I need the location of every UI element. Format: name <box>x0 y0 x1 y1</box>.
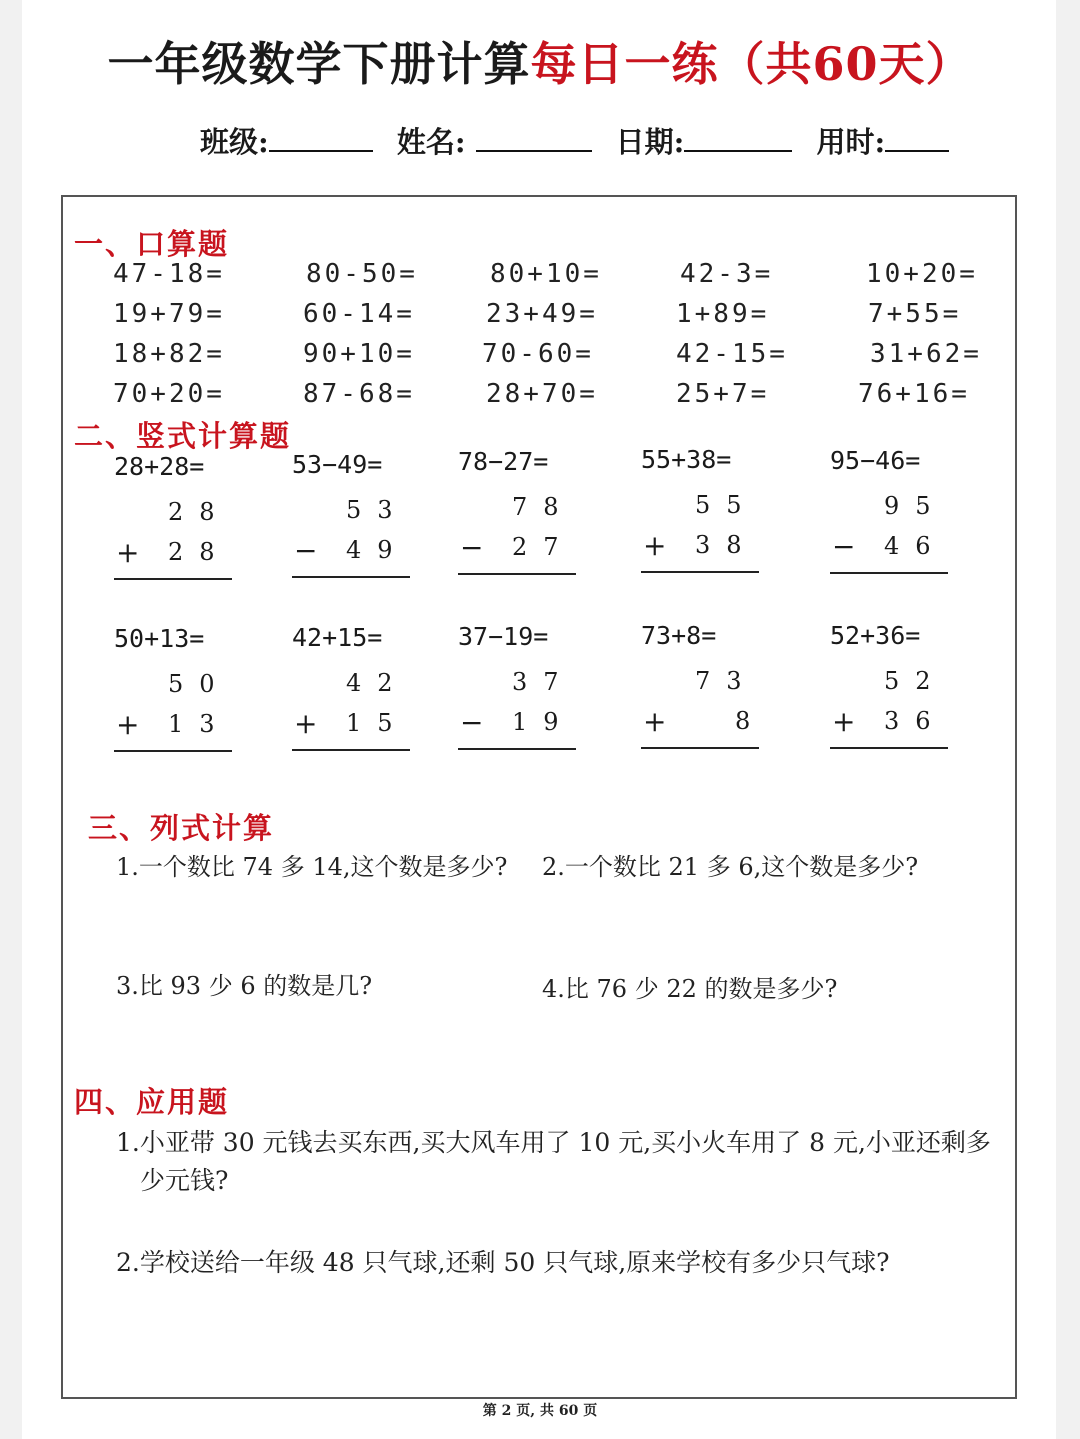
application-question: 1.小亚带 30 元钱去买东西,买大风车用了 10 元,买小火车用了 8 元,小亚还剩多少元钱? <box>116 1128 991 1195</box>
answer-line <box>114 750 232 752</box>
vertical-bottom-operand: 13 <box>168 710 231 738</box>
vertical-bottom-operand: 27 <box>512 533 575 561</box>
vertical-problem <box>458 447 580 597</box>
time-blank[interactable] <box>885 128 949 152</box>
vertical-bottom-operand: 46 <box>884 532 947 560</box>
section-heading-application: 四、应用题 <box>74 1085 230 1119</box>
vertical-equation: 52+36= <box>830 621 921 650</box>
vertical-top-operand: 73 <box>695 667 758 695</box>
name-label: 姓名: <box>396 125 466 159</box>
vertical-problem <box>292 450 414 600</box>
page-footer: 第 2 页, 共 60 页 <box>482 1403 598 1419</box>
oral-problem: 18+82= <box>113 339 225 369</box>
oral-problem: 7+55= <box>868 299 962 329</box>
vertical-top-operand: 95 <box>884 492 947 520</box>
vertical-equation: 50+13= <box>114 624 205 653</box>
application-question: 2.学校送给一年级 48 只气球,还剩 50 只气球,原来学校有多少只气球? <box>116 1248 890 1277</box>
vertical-problem <box>114 452 236 602</box>
vertical-operator: + <box>116 536 140 569</box>
oral-problem: 70+20= <box>113 379 225 409</box>
content-frame <box>61 195 1017 1399</box>
vertical-equation: 78−27= <box>458 447 549 476</box>
oral-problem: 42-3= <box>680 259 774 289</box>
vertical-operator: + <box>832 705 856 738</box>
vertical-top-operand: 37 <box>512 668 575 696</box>
vertical-equation: 42+15= <box>292 623 383 652</box>
oral-problem: 23+49= <box>486 299 598 329</box>
vertical-top-operand: 78 <box>512 493 575 521</box>
answer-line <box>458 573 576 575</box>
oral-problem: 42-15= <box>676 339 788 369</box>
oral-problem: 76+16= <box>858 379 970 409</box>
oral-problem: 80+10= <box>490 259 602 289</box>
answer-line <box>292 749 410 751</box>
expression-question: 1.一个数比 74 多 14,这个数是多少? <box>116 853 508 881</box>
time-field[interactable] <box>816 120 949 161</box>
vertical-equation: 95−46= <box>830 446 921 475</box>
vertical-top-operand: 50 <box>168 670 231 698</box>
oral-problem: 10+20= <box>866 259 978 289</box>
answer-line <box>830 747 948 749</box>
vertical-operator: − <box>460 706 484 739</box>
answer-line <box>641 571 759 573</box>
vertical-equation: 53−49= <box>292 450 383 479</box>
expression-question: 4.比 76 少 22 的数是多少? <box>542 975 838 1003</box>
vertical-top-operand: 28 <box>168 498 231 526</box>
class-label: 班级: <box>200 125 269 159</box>
answer-line <box>830 572 948 574</box>
oral-problem: 60-14= <box>303 299 415 329</box>
oral-problem: 90+10= <box>303 339 415 369</box>
vertical-bottom-operand: 49 <box>346 536 409 564</box>
answer-line <box>641 747 759 749</box>
expression-question: 3.比 93 少 6 的数是几? <box>116 972 373 1000</box>
vertical-bottom-operand: 8 <box>735 707 767 735</box>
name-field[interactable] <box>397 120 592 161</box>
vertical-operator: − <box>294 534 318 567</box>
title-main: 一年级数学下册计算 <box>107 37 531 91</box>
vertical-top-operand: 53 <box>346 496 409 524</box>
oral-problem: 80-50= <box>306 259 418 289</box>
vertical-bottom-operand: 28 <box>168 538 231 566</box>
vertical-operator: − <box>832 530 856 563</box>
answer-line <box>114 578 232 580</box>
date-field[interactable] <box>616 120 793 161</box>
vertical-operator: + <box>294 707 318 740</box>
vertical-top-operand: 55 <box>695 491 758 519</box>
vertical-problem <box>641 621 767 771</box>
student-info-row <box>200 120 980 161</box>
vertical-bottom-operand: 19 <box>512 708 575 736</box>
section-heading-expression: 三、列式计算 <box>88 811 275 845</box>
section-heading-vertical: 二、竖式计算题 <box>74 419 292 453</box>
vertical-bottom-operand: 15 <box>346 709 409 737</box>
vertical-operator: − <box>460 531 484 564</box>
vertical-problem <box>830 621 952 771</box>
vertical-bottom-operand: 36 <box>884 707 947 735</box>
answer-line <box>292 576 410 578</box>
date-label: 日期: <box>615 125 685 159</box>
time-label: 用时: <box>816 125 886 159</box>
oral-problem: 25+7= <box>676 379 770 409</box>
class-blank[interactable] <box>269 128 373 152</box>
vertical-operator: + <box>116 708 140 741</box>
date-blank[interactable] <box>684 128 792 152</box>
oral-problem: 28+70= <box>486 379 598 409</box>
vertical-problem <box>292 623 414 773</box>
oral-problem: 31+62= <box>870 339 982 369</box>
class-field[interactable] <box>200 120 373 161</box>
vertical-problem <box>458 622 580 772</box>
oral-problem: 1+89= <box>676 299 770 329</box>
expression-question: 2.一个数比 21 多 6,这个数是多少? <box>542 853 919 881</box>
vertical-equation: 28+28= <box>114 452 205 481</box>
vertical-equation: 73+8= <box>641 621 717 650</box>
oral-problem: 47-18= <box>113 259 225 289</box>
vertical-operator: + <box>643 705 667 738</box>
vertical-equation: 55+38= <box>641 445 732 474</box>
page-title <box>0 28 1080 94</box>
vertical-equation: 37−19= <box>458 622 549 651</box>
vertical-top-operand: 52 <box>884 667 947 695</box>
vertical-bottom-operand: 38 <box>695 531 758 559</box>
section-heading-oral: 一、口算题 <box>74 227 230 261</box>
oral-problem: 19+79= <box>113 299 225 329</box>
oral-problem: 87-68= <box>303 379 415 409</box>
vertical-operator: + <box>643 529 667 562</box>
vertical-problem <box>114 624 236 774</box>
name-blank[interactable] <box>476 128 592 152</box>
title-highlight: 每日一练（共60天） <box>530 37 973 91</box>
vertical-top-operand: 42 <box>346 669 409 697</box>
oral-problem: 70-60= <box>482 339 594 369</box>
vertical-problem <box>641 445 763 595</box>
vertical-problem <box>830 446 952 596</box>
answer-line <box>458 748 576 750</box>
